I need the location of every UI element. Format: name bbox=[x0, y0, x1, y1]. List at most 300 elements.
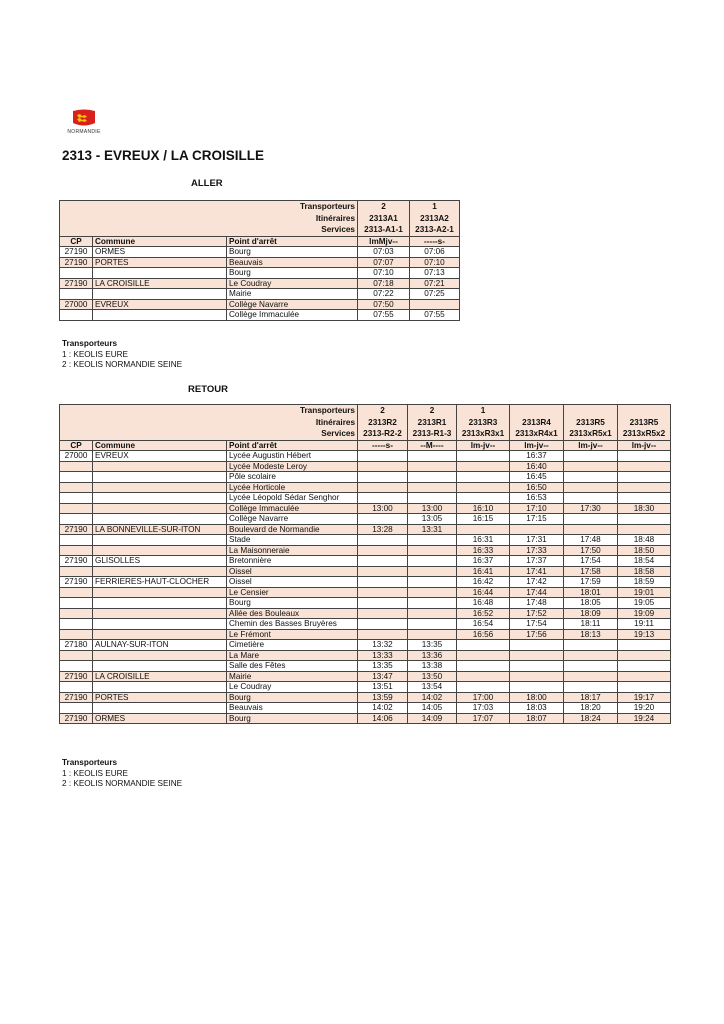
time-cell: 17:31 bbox=[510, 535, 564, 546]
time-cell: 17:03 bbox=[457, 703, 510, 714]
time-cell bbox=[358, 566, 408, 577]
time-cell bbox=[618, 640, 671, 651]
cp-cell: 27000 bbox=[60, 451, 93, 462]
time-cell bbox=[618, 451, 671, 462]
time-cell bbox=[618, 472, 671, 483]
time-cell: 18:13 bbox=[564, 629, 618, 640]
time-cell bbox=[564, 514, 618, 525]
time-cell bbox=[618, 650, 671, 661]
commune-cell: LA BONNEVILLE-SUR-ITON bbox=[93, 524, 227, 535]
time-cell bbox=[358, 619, 408, 630]
time-cell bbox=[408, 535, 457, 546]
time-cell: 17:52 bbox=[510, 608, 564, 619]
time-cell: 18:07 bbox=[510, 713, 564, 724]
time-cell bbox=[564, 493, 618, 504]
time-cell bbox=[618, 514, 671, 525]
table-row bbox=[60, 619, 671, 630]
time-cell bbox=[358, 482, 408, 493]
table-row bbox=[60, 682, 671, 693]
time-cell: 19:05 bbox=[618, 598, 671, 609]
time-cell: 16:41 bbox=[457, 566, 510, 577]
time-cell: 17:50 bbox=[564, 545, 618, 556]
cp-cell: 27190 bbox=[60, 524, 93, 535]
time-cell: 18:20 bbox=[564, 703, 618, 714]
table-row bbox=[60, 703, 671, 714]
commune-cell bbox=[93, 566, 227, 577]
time-cell: 14:09 bbox=[408, 713, 457, 724]
time-cell: 14:02 bbox=[408, 692, 457, 703]
time-cell bbox=[564, 661, 618, 672]
stop-cell: Bourg bbox=[227, 692, 358, 703]
legend-line: 1 : KEOLIS EURE bbox=[62, 349, 128, 359]
time-cell: 07:07 bbox=[358, 257, 410, 268]
time-cell bbox=[457, 482, 510, 493]
time-cell: 13:51 bbox=[358, 682, 408, 693]
commune-cell bbox=[93, 619, 227, 630]
aller-column-header: 2 2313A1 2313-A1-1 bbox=[358, 201, 410, 237]
time-cell: 13:35 bbox=[408, 640, 457, 651]
cp-cell bbox=[60, 503, 93, 514]
time-cell bbox=[358, 577, 408, 588]
time-cell: 19:13 bbox=[618, 629, 671, 640]
stop-cell: Salle des Fêtes bbox=[227, 661, 358, 672]
time-cell: 07:50 bbox=[358, 299, 410, 310]
time-cell: 13:28 bbox=[358, 524, 408, 535]
time-cell: 18:09 bbox=[564, 608, 618, 619]
table-row bbox=[60, 566, 671, 577]
time-cell: 18:05 bbox=[564, 598, 618, 609]
stop-cell: Boulevard de Normandie bbox=[227, 524, 358, 535]
days-header: -----s- bbox=[358, 440, 408, 451]
cp-cell bbox=[60, 598, 93, 609]
stop-cell: La Mare bbox=[227, 650, 358, 661]
cp-cell bbox=[60, 310, 93, 321]
time-cell: 18:24 bbox=[564, 713, 618, 724]
time-cell bbox=[358, 451, 408, 462]
time-cell: 16:40 bbox=[510, 461, 564, 472]
time-cell bbox=[358, 545, 408, 556]
time-cell bbox=[410, 299, 460, 310]
time-cell bbox=[358, 608, 408, 619]
time-cell: 16:10 bbox=[457, 503, 510, 514]
time-cell bbox=[408, 566, 457, 577]
cp-cell bbox=[60, 535, 93, 546]
stop-cell: Le Frémont bbox=[227, 629, 358, 640]
stop-cell: Le Coudray bbox=[227, 278, 358, 289]
time-cell: 17:54 bbox=[510, 619, 564, 630]
table-row bbox=[60, 299, 460, 310]
retour-heading: RETOUR bbox=[188, 384, 228, 395]
time-cell bbox=[564, 472, 618, 483]
cp-cell: 27190 bbox=[60, 278, 93, 289]
table-row bbox=[60, 629, 671, 640]
legend-line: 2 : KEOLIS NORMANDIE SEINE bbox=[62, 779, 183, 788]
table-row bbox=[60, 482, 671, 493]
cp-cell: 27190 bbox=[60, 671, 93, 682]
commune-cell bbox=[93, 310, 227, 321]
time-cell bbox=[510, 650, 564, 661]
stop-cell: Collège Navarre bbox=[227, 514, 358, 525]
time-cell bbox=[564, 524, 618, 535]
time-cell bbox=[564, 682, 618, 693]
time-cell bbox=[457, 671, 510, 682]
days-header: lm-jv-- bbox=[457, 440, 510, 451]
table-row bbox=[60, 598, 671, 609]
commune-cell bbox=[93, 608, 227, 619]
cp-cell: 27190 bbox=[60, 577, 93, 588]
time-cell: 07:10 bbox=[410, 257, 460, 268]
stop-cell: Lycée Modeste Leroy bbox=[227, 461, 358, 472]
time-cell bbox=[618, 661, 671, 672]
time-cell: 17:56 bbox=[510, 629, 564, 640]
time-cell: 17:48 bbox=[510, 598, 564, 609]
table-row bbox=[60, 713, 671, 724]
commune-cell bbox=[93, 461, 227, 472]
table-row bbox=[60, 461, 671, 472]
table-row bbox=[60, 247, 460, 258]
time-cell: 17:42 bbox=[510, 577, 564, 588]
time-cell: 16:52 bbox=[457, 608, 510, 619]
time-cell: 18:54 bbox=[618, 556, 671, 567]
stop-cell: Mairie bbox=[227, 671, 358, 682]
stop-cell: La Maisonneraie bbox=[227, 545, 358, 556]
retour-column-header: 2 2313R1 2313-R1-3 bbox=[408, 405, 457, 441]
stop-cell: Oissel bbox=[227, 577, 358, 588]
commune-cell: PORTES bbox=[93, 692, 227, 703]
table-row bbox=[60, 587, 671, 598]
time-cell bbox=[564, 650, 618, 661]
table-row bbox=[60, 493, 671, 504]
commune-cell: ORMES bbox=[93, 713, 227, 724]
table-row bbox=[60, 514, 671, 525]
time-cell: 13:00 bbox=[408, 503, 457, 514]
stop-cell: Beauvais bbox=[227, 703, 358, 714]
time-cell bbox=[408, 608, 457, 619]
time-cell bbox=[408, 482, 457, 493]
stop-cell: Bourg bbox=[227, 247, 358, 258]
table-row bbox=[60, 524, 671, 535]
time-cell: 13:36 bbox=[408, 650, 457, 661]
time-cell bbox=[408, 451, 457, 462]
stop-cell: Beauvais bbox=[227, 257, 358, 268]
cp-cell bbox=[60, 493, 93, 504]
time-cell: 13:47 bbox=[358, 671, 408, 682]
time-cell: 18:01 bbox=[564, 587, 618, 598]
time-cell bbox=[564, 461, 618, 472]
table-row bbox=[60, 545, 671, 556]
cp-cell bbox=[60, 661, 93, 672]
commune-cell bbox=[93, 598, 227, 609]
stop-cell: Collège Immaculée bbox=[227, 310, 358, 321]
commune-cell bbox=[93, 503, 227, 514]
time-cell: 17:59 bbox=[564, 577, 618, 588]
days-header: lm-jv-- bbox=[510, 440, 564, 451]
table-row bbox=[60, 472, 671, 483]
stop-cell: Le Coudray bbox=[227, 682, 358, 693]
time-cell bbox=[408, 545, 457, 556]
time-cell bbox=[457, 682, 510, 693]
time-cell: 16:37 bbox=[457, 556, 510, 567]
time-cell: 07:55 bbox=[358, 310, 410, 321]
table-row bbox=[60, 650, 671, 661]
time-cell: 13:32 bbox=[358, 640, 408, 651]
time-cell: 17:58 bbox=[564, 566, 618, 577]
time-cell: 07:06 bbox=[410, 247, 460, 258]
cp-cell bbox=[60, 461, 93, 472]
time-cell bbox=[564, 671, 618, 682]
cp-cell: 27190 bbox=[60, 692, 93, 703]
time-cell: 17:00 bbox=[457, 692, 510, 703]
time-cell: 19:24 bbox=[618, 713, 671, 724]
commune-cell bbox=[93, 703, 227, 714]
time-cell: 18:50 bbox=[618, 545, 671, 556]
cp-cell bbox=[60, 587, 93, 598]
time-cell: 17:33 bbox=[510, 545, 564, 556]
time-cell bbox=[618, 493, 671, 504]
commune-cell bbox=[93, 545, 227, 556]
time-cell: 19:17 bbox=[618, 692, 671, 703]
table-row bbox=[60, 661, 671, 672]
time-cell bbox=[358, 598, 408, 609]
time-cell: 16:48 bbox=[457, 598, 510, 609]
days-header: -----s- bbox=[410, 236, 460, 247]
days-header: lmMjv-- bbox=[358, 236, 410, 247]
time-cell: 07:18 bbox=[358, 278, 410, 289]
time-cell: 17:54 bbox=[564, 556, 618, 567]
time-cell: 07:55 bbox=[410, 310, 460, 321]
time-cell: 14:02 bbox=[358, 703, 408, 714]
cp-cell bbox=[60, 703, 93, 714]
time-cell: 13:31 bbox=[408, 524, 457, 535]
aller-column-header: 1 2313A2 2313-A2-1 bbox=[410, 201, 460, 237]
table-row bbox=[60, 556, 671, 567]
time-cell: 13:50 bbox=[408, 671, 457, 682]
time-cell bbox=[510, 671, 564, 682]
cp-cell: 27190 bbox=[60, 713, 93, 724]
stop-cell: Collège Navarre bbox=[227, 299, 358, 310]
commune-cell: LA CROISILLE bbox=[93, 671, 227, 682]
time-cell: 16:54 bbox=[457, 619, 510, 630]
legend-line: 1 : KEOLIS EURE bbox=[62, 768, 128, 778]
table-row bbox=[60, 671, 671, 682]
normandie-logo bbox=[64, 108, 104, 135]
time-cell: 14:05 bbox=[408, 703, 457, 714]
time-cell: 17:37 bbox=[510, 556, 564, 567]
commune-cell bbox=[93, 472, 227, 483]
commune-cell: ORMES bbox=[93, 247, 227, 258]
time-cell bbox=[457, 461, 510, 472]
time-cell: 07:10 bbox=[358, 268, 410, 279]
time-cell bbox=[358, 461, 408, 472]
cp-cell bbox=[60, 545, 93, 556]
time-cell: 16:56 bbox=[457, 629, 510, 640]
time-cell bbox=[618, 682, 671, 693]
legend-title: Transporteurs bbox=[62, 339, 118, 348]
commune-cell bbox=[93, 493, 227, 504]
stop-cell: Oissel bbox=[227, 566, 358, 577]
time-cell bbox=[457, 650, 510, 661]
commune-cell bbox=[93, 514, 227, 525]
time-cell: 16:33 bbox=[457, 545, 510, 556]
time-cell: 17:07 bbox=[457, 713, 510, 724]
time-cell bbox=[510, 524, 564, 535]
time-cell bbox=[408, 598, 457, 609]
commune-cell bbox=[93, 661, 227, 672]
time-cell: 17:15 bbox=[510, 514, 564, 525]
aller-timetable bbox=[59, 200, 460, 321]
stop-cell: Bourg bbox=[227, 268, 358, 279]
normandie-flag-icon bbox=[71, 108, 97, 128]
cp-cell: 27190 bbox=[60, 257, 93, 268]
retour-column-header: 2313R5 2313xR5x2 bbox=[618, 405, 671, 441]
days-header: lm-jv-- bbox=[564, 440, 618, 451]
cp-cell bbox=[60, 268, 93, 279]
cp-cell bbox=[60, 650, 93, 661]
time-cell bbox=[564, 482, 618, 493]
time-cell: 13:33 bbox=[358, 650, 408, 661]
aller-header-labels: Transporteurs Itinéraires Services bbox=[60, 201, 358, 237]
time-cell bbox=[457, 451, 510, 462]
stop-cell: Lycée Horticole bbox=[227, 482, 358, 493]
commune-cell bbox=[93, 650, 227, 661]
table-row bbox=[60, 503, 671, 514]
time-cell: 13:35 bbox=[358, 661, 408, 672]
time-cell: 18:17 bbox=[564, 692, 618, 703]
time-cell: 13:38 bbox=[408, 661, 457, 672]
cp-cell bbox=[60, 482, 93, 493]
stop-cell: Bourg bbox=[227, 713, 358, 724]
time-cell: 16:50 bbox=[510, 482, 564, 493]
time-cell bbox=[358, 629, 408, 640]
time-cell: 07:13 bbox=[410, 268, 460, 279]
cp-cell: 27190 bbox=[60, 247, 93, 258]
stop-header: Point d'arrêt bbox=[227, 440, 358, 451]
time-cell bbox=[457, 524, 510, 535]
commune-cell bbox=[93, 535, 227, 546]
legend-title: Transporteurs bbox=[62, 758, 118, 767]
legend-line: 2 : KEOLIS NORMANDIE SEINE bbox=[62, 360, 183, 369]
days-header: --M---- bbox=[408, 440, 457, 451]
cp-cell bbox=[60, 682, 93, 693]
retour-column-header: 2313R5 2313xR5x1 bbox=[564, 405, 618, 441]
commune-cell: EVREUX bbox=[93, 299, 227, 310]
time-cell: 13:54 bbox=[408, 682, 457, 693]
time-cell: 16:44 bbox=[457, 587, 510, 598]
commune-cell bbox=[93, 629, 227, 640]
commune-cell bbox=[93, 289, 227, 300]
commune-header: Commune bbox=[93, 236, 227, 247]
time-cell: 18:59 bbox=[618, 577, 671, 588]
time-cell: 19:01 bbox=[618, 587, 671, 598]
commune-cell bbox=[93, 482, 227, 493]
time-cell: 17:41 bbox=[510, 566, 564, 577]
time-cell bbox=[618, 461, 671, 472]
logo-text: NORMANDIE bbox=[67, 129, 101, 135]
time-cell bbox=[408, 577, 457, 588]
table-row bbox=[60, 289, 460, 300]
time-cell: 19:09 bbox=[618, 608, 671, 619]
stop-cell: Chemin des Basses Bruyères bbox=[227, 619, 358, 630]
time-cell bbox=[408, 556, 457, 567]
commune-cell bbox=[93, 587, 227, 598]
time-cell: 17:30 bbox=[564, 503, 618, 514]
table-row bbox=[60, 278, 460, 289]
time-cell: 16:53 bbox=[510, 493, 564, 504]
time-cell bbox=[358, 493, 408, 504]
time-cell: 16:42 bbox=[457, 577, 510, 588]
cp-cell bbox=[60, 566, 93, 577]
stop-cell: Bretonnière bbox=[227, 556, 358, 567]
time-cell bbox=[457, 661, 510, 672]
table-row bbox=[60, 257, 460, 268]
time-cell bbox=[408, 461, 457, 472]
carrier-legend bbox=[62, 339, 182, 371]
time-cell: 07:03 bbox=[358, 247, 410, 258]
time-cell: 17:48 bbox=[564, 535, 618, 546]
table-row bbox=[60, 268, 460, 279]
commune-header: Commune bbox=[93, 440, 227, 451]
time-cell bbox=[358, 535, 408, 546]
stop-cell: Collège Immaculée bbox=[227, 503, 358, 514]
aller-heading: ALLER bbox=[191, 178, 223, 189]
time-cell bbox=[564, 451, 618, 462]
time-cell: 18:48 bbox=[618, 535, 671, 546]
commune-cell: FERRIERES-HAUT-CLOCHER bbox=[93, 577, 227, 588]
stop-cell: Cimetière bbox=[227, 640, 358, 651]
time-cell bbox=[510, 661, 564, 672]
stop-cell: Mairie bbox=[227, 289, 358, 300]
stop-cell: Allée des Bouleaux bbox=[227, 608, 358, 619]
time-cell: 19:11 bbox=[618, 619, 671, 630]
stop-cell: Lycée Augustin Hébert bbox=[227, 451, 358, 462]
cp-cell bbox=[60, 619, 93, 630]
commune-cell bbox=[93, 268, 227, 279]
time-cell bbox=[358, 587, 408, 598]
time-cell: 18:03 bbox=[510, 703, 564, 714]
page-title: 2313 - EVREUX / LA CROISILLE bbox=[62, 148, 265, 163]
time-cell bbox=[618, 482, 671, 493]
time-cell: 16:37 bbox=[510, 451, 564, 462]
table-row bbox=[60, 640, 671, 651]
table-row bbox=[60, 451, 671, 462]
time-cell: 18:58 bbox=[618, 566, 671, 577]
cp-cell bbox=[60, 289, 93, 300]
table-row bbox=[60, 310, 460, 321]
stop-cell: Stade bbox=[227, 535, 358, 546]
table-row bbox=[60, 535, 671, 546]
retour-column-header: 2313R4 2313xR4x1 bbox=[510, 405, 564, 441]
time-cell: 07:25 bbox=[410, 289, 460, 300]
retour-column-header: 2 2313R2 2313-R2-2 bbox=[358, 405, 408, 441]
time-cell: 19:20 bbox=[618, 703, 671, 714]
table-row bbox=[60, 577, 671, 588]
cp-header: CP bbox=[60, 440, 93, 451]
time-cell bbox=[510, 682, 564, 693]
time-cell: 17:10 bbox=[510, 503, 564, 514]
cp-cell: 27000 bbox=[60, 299, 93, 310]
time-cell bbox=[564, 640, 618, 651]
retour-column-header: 1 2313R3 2313xR3x1 bbox=[457, 405, 510, 441]
cp-cell bbox=[60, 629, 93, 640]
time-cell: 13:59 bbox=[358, 692, 408, 703]
stop-cell: Pôle scolaire bbox=[227, 472, 358, 483]
stop-cell: Bourg bbox=[227, 598, 358, 609]
cp-cell: 27190 bbox=[60, 556, 93, 567]
time-cell: 18:30 bbox=[618, 503, 671, 514]
time-cell bbox=[408, 587, 457, 598]
stop-cell: Le Censier bbox=[227, 587, 358, 598]
commune-cell: GLISOLLES bbox=[93, 556, 227, 567]
